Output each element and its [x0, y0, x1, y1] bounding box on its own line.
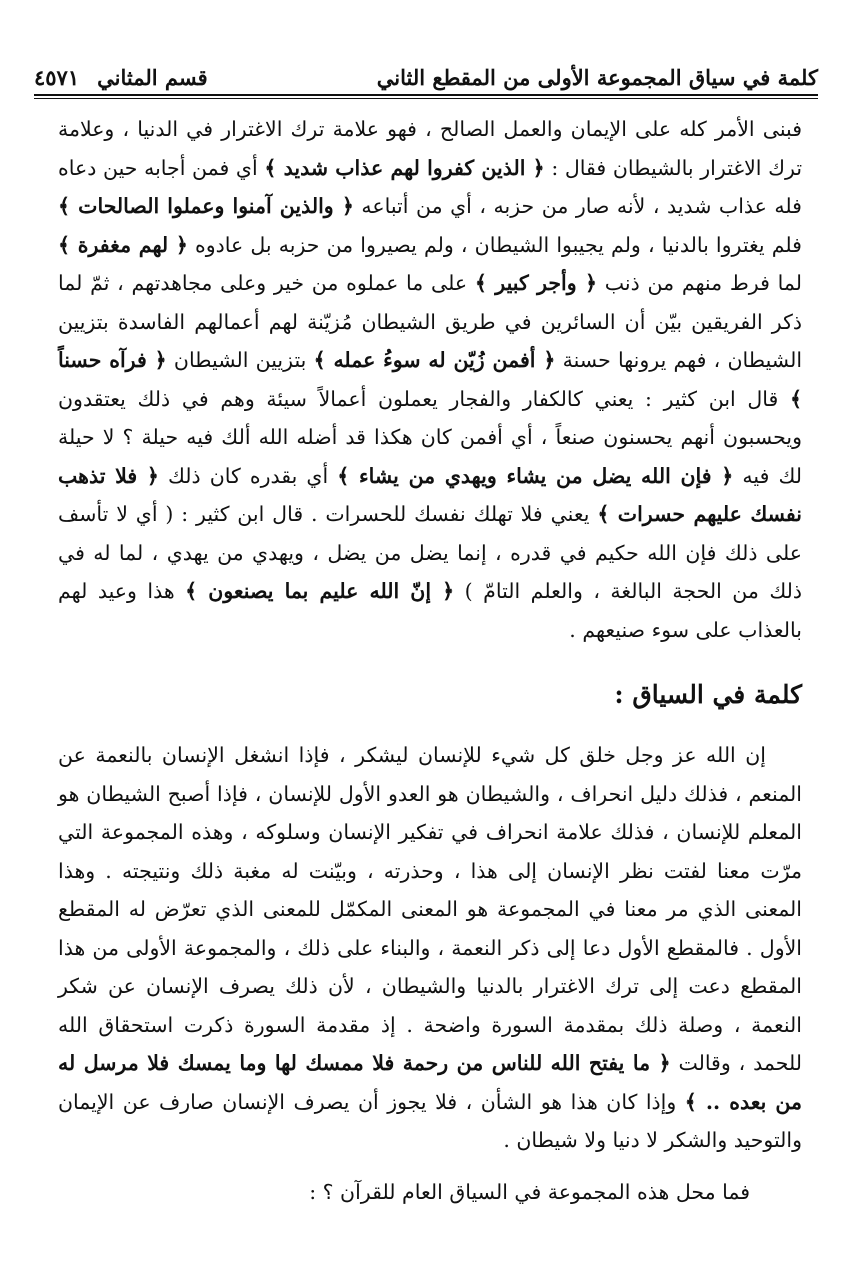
section-name: قسم المثاني	[97, 65, 208, 90]
quran-verse: ﴿ ما يفتح الله للناس من رحمة فلا ممسك لها وما يمسك فلا مرسل له من بعده .. ﴾	[58, 1051, 802, 1114]
page-header	[34, 50, 818, 90]
text-run: على ما عملوه من خير وعلى مجاهدتهم ، ثمّ لما ذكر الفريقين بيّن أن السائرين في طريق الشيطان مُزيّنة لهم أعمالهم الفاسدة بتزيين الشيطان ، فهم يرونها حسنة	[58, 271, 803, 372]
quran-verse: ﴿ فإن الله يضل من يشاء ويهدي من يشاء ﴾	[337, 463, 734, 488]
text-run: هذا وعيد لهم بالعذاب على سوء صنيعهم .	[58, 579, 802, 642]
quran-verse: ﴿ والذين آمنوا وعملوا الصالحات ﴾	[58, 194, 354, 218]
header-rule	[34, 94, 818, 96]
header-rule-thin	[34, 98, 818, 99]
text-run: أي بقدره كان ذلك	[158, 463, 338, 488]
text-run: لما فرط منهم من ذنب	[597, 271, 802, 295]
text-run: وإذا كان هذا هو الشأن ، فلا يجوز أن يصرف الإنسان صارف عن الإيمان والتوحيد والشكر لا دنيا ولا شيطان .	[58, 1089, 802, 1152]
section-heading: كلمة في السياق :	[614, 680, 802, 709]
quran-verse: ﴿ وأجر كبير ﴾	[474, 271, 598, 295]
paragraph-2	[58, 736, 802, 1160]
closing-question: فما محل هذه المجموعة في السياق العام للقرآن ؟ :	[309, 1180, 750, 1204]
text-run: أي فمن أجابه حين دعاه فله عذاب شديد ، لأنه صار من حزبه ، أي من أتباعه	[58, 155, 802, 218]
header-left	[34, 65, 208, 90]
quran-verse: ﴿ أفمن زُيّن له سوءُ عمله ﴾	[313, 348, 556, 372]
quran-verse: ﴿ إنّ الله عليم بما يصنعون ﴾	[185, 579, 455, 603]
text-run: قال ابن كثير : يعني كالكفار والفجار يعملون أعمالاً سيئة وهم في ذلك يعتقدون ويحسبون أنهم يحسنون صنعاً ، أي أفمن كان هكذا قد أضله الله ألك فيه حيلة ؟ لا حيلة لك فيه	[58, 386, 802, 488]
quran-verse: ﴿ لهم مغفرة ﴾	[58, 232, 188, 257]
quran-verse: ﴿ فلا تذهب نفسك عليهم حسرات ﴾	[58, 463, 802, 526]
page-number: ٤٥٧١	[34, 65, 80, 90]
running-title: كلمة في سياق المجموعة الأولى من المقطع الثاني	[376, 65, 818, 90]
text-run: فلم يغتروا بالدنيا ، ولم يجيبوا الشيطان ، ولم يصيروا من حزبه بل عادوه	[187, 232, 802, 257]
text-run: إن الله عز وجل خلق كل شيء للإنسان ليشكر ، فإذا انشغل الإنسان بالنعمة عن المنعم ، فذلك دليل انحراف ، والشيطان هو العدو الأول للإنسان ، فإذا أصبح الشيطان هو المعلم للإنسان ، فذلك علامة انحراف في تفكير الإنسان وسلوكه ، وهذه المجموعة التي مرّت معنا لفتت نظر الإنسان إلى هذا ، وحذرته ، وبيّنت له مغبة ذلك ونتيجته . وهذا المعنى الذي مر معنا في المجموعة هو المعنى المكمّل للمعنى الذي تعرّض له المقطع الأول . فالمقطع الأول دعا إلى ذكر النعمة ، والبناء على ذلك ، والمجموعة الأولى من هذا المقطع دعت إلى ترك الاغترار بالدنيا والشيطان ، لأن ذلك يصرف الإنسان عن شكر النعمة ، وصلة ذلك بمقدمة السورة واضحة . إذ مقدمة السورة ذكرت استحقاق الله للحمد ، وقالت	[58, 743, 802, 1075]
text-run: فبنى الأمر كله على الإيمان والعمل الصالح ، فهو علامة ترك الاغترار في الدنيا ، وعلامة ترك الاغترار بالشيطان فقال :	[58, 117, 803, 180]
text-run: بتزيين الشيطان	[166, 348, 314, 372]
paragraph-1	[58, 110, 802, 649]
quran-verse: ﴿ الذين كفروا لهم عذاب شديد ﴾	[264, 155, 545, 180]
quran-verse: ﴿ فرآه حسناً ﴾	[58, 348, 802, 411]
context-paragraph	[58, 736, 802, 1160]
text-run: يعني فلا تهلك نفسك للحسرات . قال ابن كثير : ( أي لا تأسف على ذلك فإن الله حكيم في قدره ، إنما يضل من يضل ، ويهدي من يهدي ، لما له في ذلك من الحجة البالغة ، والعلم التامّ )	[58, 502, 803, 603]
commentary-paragraph	[58, 110, 802, 649]
